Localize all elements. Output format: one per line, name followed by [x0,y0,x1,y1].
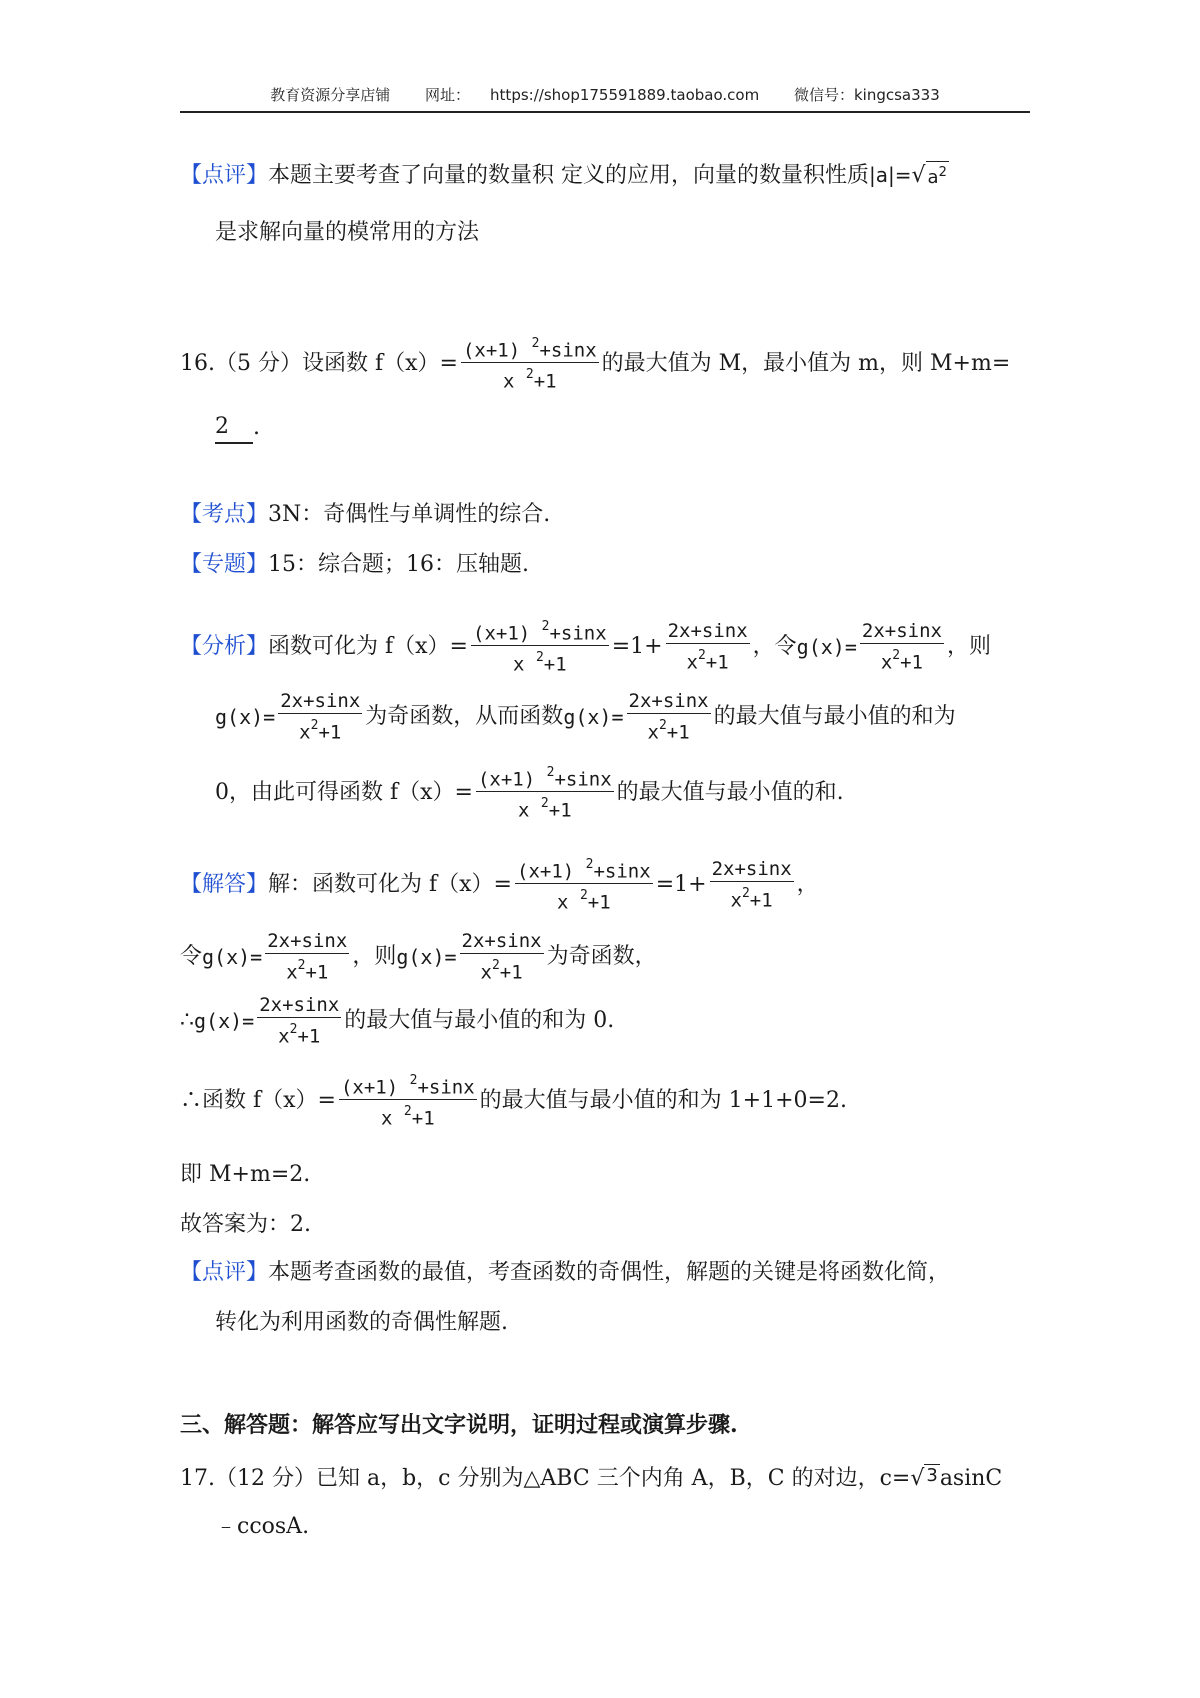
section-3-title: 三、解答题：解答应写出文字说明，证明过程或演算步骤. [180,1412,738,1438]
vector-norm-formula: |a|= √ $a^2$ [869,163,947,188]
g-fraction: $\frac{2x+\sin x}{x^2+1}$ [861,620,942,674]
q15-review-line-1 [180,160,949,191]
g-fraction: $\frac{2x+\sin x}{x^2+1}$ [667,620,748,674]
q16-fenxi-line-1: 【分析】 函数可化为 f（x）= $\frac{(x+1) ^2+\sin x}{x ^2+1}$ =1+ $\frac{2x+\sin x}{x^2+1}$ ，令 g(x)= $\frac{2x+\sin x}{x^2+1}$ ，则 [180,619,991,676]
header-url[interactable]: https://shop175591889.taobao.com [490,86,760,104]
g-fraction: $\frac{2x+\sin x}{x^2+1}$ [267,930,348,984]
f-fraction: $\frac{(x+1) ^2+\sin x}{x ^2+1}$ [340,1073,475,1130]
q16-jieda-line-5: 即 M+m=2. [180,1162,311,1187]
header-divider [180,111,1030,113]
q16-jieda-line-1: 【解答】 解：函数可化为 f（x）= $\frac{(x+1) ^2+\sin x}{x ^2+1}$ =1+ $\frac{2x+\sin x}{x^2+1}$ ， [180,857,819,914]
q16-jieda-line-6: 故答案为：2. [180,1212,311,1237]
f-fraction: $\frac{(x+1) ^2+\sin x}{x ^2+1}$ [462,336,597,393]
g-fraction: $\frac{2x+\sin x}{x^2+1}$ [259,994,340,1048]
q15-review-text: 本题主要考查了向量的数量积 定义的应用，向量的数量积性质 [268,162,870,188]
q16-answer-line: 2 . [215,412,260,444]
q15-review-line-2: 是求解向量的模常用的方法 [215,220,480,245]
header-shop: 教育资源分享店铺 [270,86,391,104]
q16-jieda-line-4: ∴函数 f（x）= $\frac{(x+1) ^2+\sin x}{x ^2+1}$ 的最大值与最小值的和为 1+1+0=2. [180,1073,847,1130]
q16-jieda-line-2: 令 g(x)= $\frac{2x+\sin x}{x^2+1}$ ，则 g(x)= $\frac{2x+\sin x}{x^2+1}$ 为奇函数， [180,930,657,984]
g-fraction: $\frac{2x+\sin x}{x^2+1}$ [711,858,792,912]
g-fraction: $\frac{2x+\sin x}{x^2+1}$ [461,930,542,984]
page-header [180,84,1030,105]
g-fraction: $\frac{2x+\sin x}{x^2+1}$ [280,690,361,744]
f-fraction: $\frac{(x+1) ^2+\sin x}{x ^2+1}$ [517,857,651,914]
g-fraction: $\frac{2x+\sin x}{x^2+1}$ [628,690,709,744]
q16-dianping-line-2: 转化为利用函数的奇偶性解题. [215,1310,508,1335]
q17-stem-line-1: 17.（12 分）已知 a，b，c 分别为△ABC 三个内角 A，B，C 的对边，c= √ 3 asinC [180,1464,1002,1494]
q16-kaodian: 【考点】 3N：奇偶性与单调性的综合. [180,502,551,527]
q16-fenxi-line-3: 0，由此可得函数 f（x）= $\frac{(x+1) ^2+\sin x}{x ^2+1}$ 的最大值与最小值的和. [215,765,844,822]
f-fraction: $\frac{(x+1) ^2+\sin x}{x ^2+1}$ [473,619,607,676]
q15-review-tag: 【点评】 [180,162,269,188]
q16-stem: 16.（5 分）设函数 f（x）= $\frac{(x+1) ^2+\sin x}{x ^2+1}$ 的最大值为 M，最小值为 m，则 M+m= [180,336,1011,393]
f-fraction: $\frac{(x+1) ^2+\sin x}{x ^2+1}$ [477,765,612,822]
q16-zhuanti: 【专题】 15：综合题；16：压轴题. [180,552,529,577]
q16-dianping-line-1: 【点评】 本题考查函数的最值，考查函数的奇偶性，解题的关键是将函数化简， [180,1260,951,1285]
q16-jieda-line-3: ∴ g(x)= $\frac{2x+\sin x}{x^2+1}$ 的最大值与最小值的和为 0. [180,994,615,1048]
sqrt-three: √ 3 [910,1465,938,1491]
q16-answer-blank: 2 [215,412,253,444]
header-url-label: 网址： [425,86,471,104]
q17-stem-line-2: ﹣ccosA. [215,1514,310,1539]
header-wechat: 微信号：kingcsa333 [793,86,940,104]
q16-fenxi-line-2: g(x)= $\frac{2x+\sin x}{x^2+1}$ 为奇函数，从而函数 g(x)= $\frac{2x+\sin x}{x^2+1}$ 的最大值与最小值的和为 [215,690,956,744]
